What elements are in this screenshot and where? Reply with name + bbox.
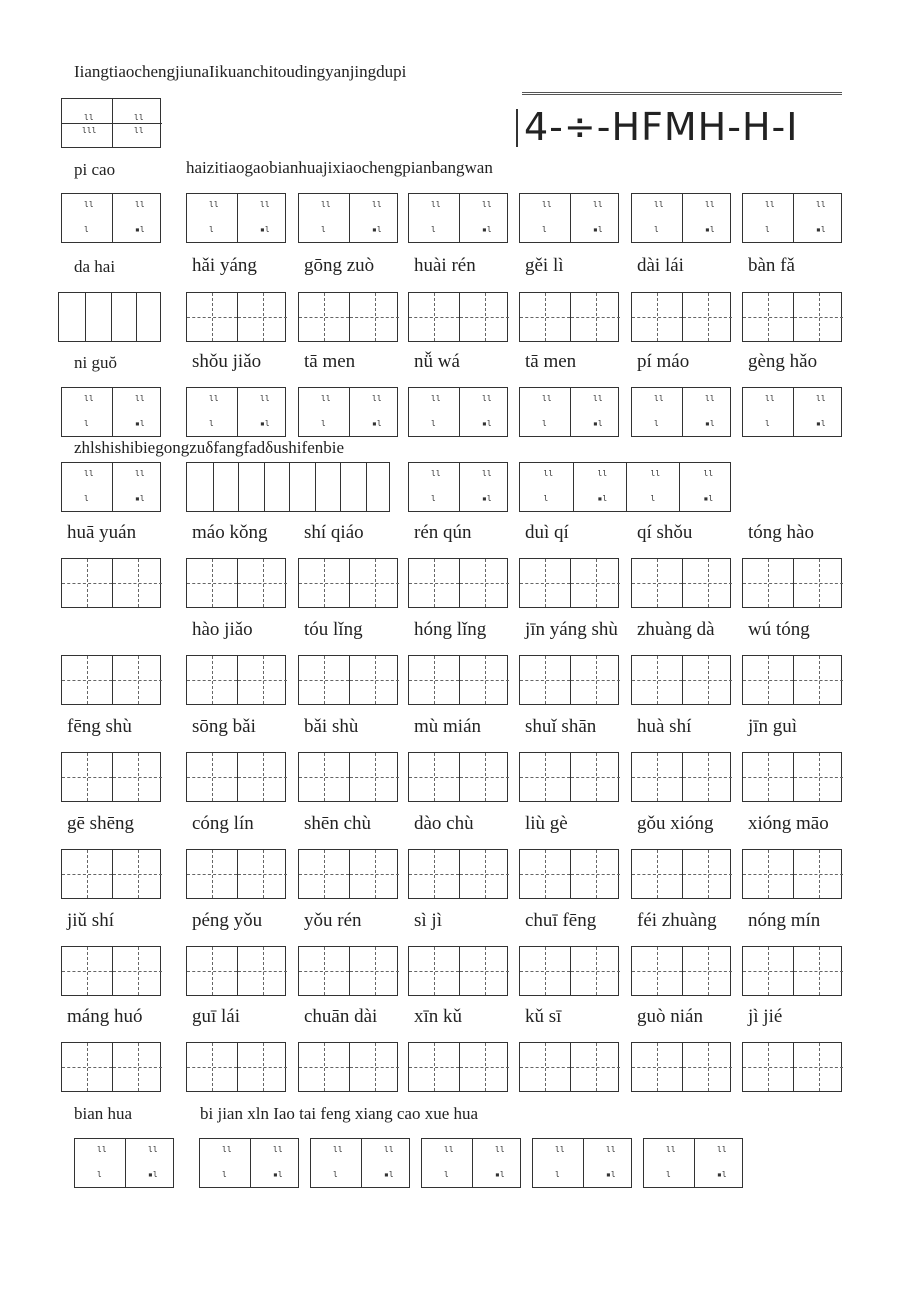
grid-cell — [340, 463, 366, 511]
writing-grid — [742, 946, 842, 996]
pinyin-word: gǒu xióng — [637, 813, 714, 834]
grid-cell — [682, 947, 732, 995]
grid-cell — [570, 947, 620, 995]
pinyin-word: nǚ wá — [414, 351, 460, 372]
grid-cell — [409, 753, 459, 801]
grid-cell — [520, 656, 570, 704]
pinyin-word: dào chù — [414, 813, 474, 834]
writing-grid — [186, 462, 390, 512]
writing-grid — [61, 193, 161, 243]
writing-grid — [186, 946, 286, 996]
pinyin-word: gěi lì — [525, 255, 564, 276]
grid-cell: ll ▪l — [682, 194, 732, 242]
grid-cell — [264, 463, 290, 511]
grid-cell — [793, 850, 843, 898]
grid-cell — [59, 293, 85, 341]
grid-cell — [409, 1043, 459, 1091]
grid-cell — [682, 1043, 732, 1091]
grid-cell: ll l — [209, 394, 219, 428]
writing-grid — [58, 292, 161, 342]
grid-cell: ll l — [666, 1145, 676, 1179]
grid-cell — [459, 293, 509, 341]
grid-cell — [743, 1043, 793, 1091]
big-heading-box — [522, 92, 842, 149]
grid-cell — [187, 850, 237, 898]
writing-grid — [631, 558, 731, 608]
pinyin-word: rén qún — [414, 522, 472, 543]
writing-grid — [186, 655, 286, 705]
writing-grid — [631, 292, 731, 342]
pinyin-word: jīn guì — [748, 716, 798, 737]
writing-grid — [519, 752, 619, 802]
grid-cell: ll ▪l — [237, 194, 287, 242]
grid-cell: ll l — [321, 200, 331, 234]
grid-cell: ll l — [209, 200, 219, 234]
writing-grid — [61, 946, 161, 996]
grid-cell — [632, 1043, 682, 1091]
writing-grid — [298, 558, 398, 608]
writing-grid — [742, 752, 842, 802]
grid-cell — [315, 463, 341, 511]
grid-cell: ll l — [333, 1145, 343, 1179]
pinyin-word: tóng hào — [748, 522, 814, 543]
writing-grid — [631, 752, 731, 802]
grid-cell — [299, 753, 349, 801]
label-row1-right: haizitiaogaobianhuajixiaochengpianbangwan — [186, 158, 493, 177]
grid-cell: ll ▪l — [349, 388, 399, 436]
writing-grid — [408, 558, 508, 608]
grid-cell — [632, 293, 682, 341]
pinyin-word: huà shí — [637, 716, 692, 737]
writing-grid — [742, 849, 842, 899]
grid-cell: ll l — [84, 394, 94, 428]
writing-grid — [298, 193, 398, 243]
grid-cell: ll ▪l — [250, 1139, 300, 1187]
writing-grid — [298, 387, 398, 437]
writing-grid — [742, 387, 842, 437]
label-row4: zhlshishibiegongzuδfangfadδushifenbie — [74, 438, 345, 457]
pinyin-word: fēng shù — [67, 716, 132, 737]
grid-cell: ll l — [654, 200, 664, 234]
pinyin-word: hǎi yáng — [192, 255, 257, 276]
writing-grid — [519, 946, 619, 996]
writing-grid — [631, 849, 731, 899]
writing-grid — [519, 292, 619, 342]
grid-cell — [349, 850, 399, 898]
pinyin-word: qí shǒu — [637, 522, 693, 543]
grid-cell — [366, 463, 392, 511]
grid-cell — [570, 850, 620, 898]
writing-grid — [519, 387, 619, 437]
pinyin-word: gē shēng — [67, 813, 135, 834]
grid-cell — [349, 947, 399, 995]
writing-grid — [408, 946, 508, 996]
grid-cell: ll l — [654, 394, 664, 428]
writing-grid — [631, 193, 731, 243]
grid-cell — [299, 559, 349, 607]
pinyin-word: mù mián — [414, 716, 482, 737]
grid-cell: ll ▪l — [459, 194, 509, 242]
pinyin-word: xīn kǔ — [414, 1006, 463, 1027]
writing-grid — [408, 462, 508, 512]
pinyin-word: guò nián — [637, 1006, 703, 1027]
pinyin-word: máng huó — [67, 1006, 143, 1027]
grid-cell — [743, 753, 793, 801]
grid-cell — [459, 656, 509, 704]
grid-cell — [409, 947, 459, 995]
grid-cell: ll l — [97, 1145, 107, 1179]
writing-grid — [298, 752, 398, 802]
pinyin-word: jiǔ shí — [67, 910, 114, 931]
grid-cell — [237, 947, 287, 995]
label-ni-guo: ni guŏ — [74, 353, 117, 372]
grid-cell — [520, 753, 570, 801]
grid-cell: ll ▪l — [125, 1139, 175, 1187]
grid-cell — [459, 850, 509, 898]
grid-cell: ll l — [542, 394, 552, 428]
pinyin-word: máo kǒng — [192, 522, 268, 543]
pinyin-word: huā yuán — [67, 522, 137, 543]
pinyin-word: féi zhuàng — [637, 910, 717, 931]
grid-cell: ll l — [765, 200, 775, 234]
writing-grid — [631, 1042, 731, 1092]
grid-cell — [632, 947, 682, 995]
grid-cell — [299, 850, 349, 898]
heading-bar — [516, 109, 518, 147]
grid-cell — [793, 293, 843, 341]
pinyin-word: zhuàng dà — [637, 619, 715, 640]
grid-cell — [187, 753, 237, 801]
grid-cell: ll ▪l — [570, 194, 620, 242]
grid-cell — [520, 947, 570, 995]
writing-grid — [199, 1138, 299, 1188]
writing-grid — [519, 193, 619, 243]
pinyin-word: nóng mín — [748, 910, 821, 931]
writing-grid — [186, 752, 286, 802]
writing-grid — [186, 292, 286, 342]
grid-cell — [349, 293, 399, 341]
pinyin-word: wú tóng — [748, 619, 810, 640]
grid-cell — [62, 947, 112, 995]
grid-cell — [299, 293, 349, 341]
grid-cell — [682, 559, 732, 607]
grid-cell — [570, 753, 620, 801]
grid-cell: ll l — [444, 1145, 454, 1179]
grid-cell: ll l — [555, 1145, 565, 1179]
grid-cell: ll ▪l — [361, 1139, 411, 1187]
writing-grid — [310, 1138, 410, 1188]
grid-cell — [237, 656, 287, 704]
grid-cell — [237, 559, 287, 607]
pinyin-word: duì qí — [525, 522, 569, 543]
writing-grid — [186, 849, 286, 899]
grid-cell — [793, 1043, 843, 1091]
grid-cell — [237, 1043, 287, 1091]
grid-cell — [743, 293, 793, 341]
pinyin-word: bǎi shù — [304, 716, 359, 737]
writing-grid — [519, 558, 619, 608]
grid-cell: ll l — [431, 469, 441, 503]
writing-grid — [74, 1138, 174, 1188]
grid-cell: ll l — [84, 200, 94, 234]
writing-grid — [742, 655, 842, 705]
grid-cell: ll l — [543, 469, 554, 503]
grid-cell: ll ▪l — [112, 194, 162, 242]
grid-cell — [85, 293, 111, 341]
grid-cell — [459, 947, 509, 995]
grid-cell — [112, 850, 162, 898]
grid-cell — [793, 753, 843, 801]
writing-grid — [643, 1138, 743, 1188]
grid-cell: ll ▪l — [570, 388, 620, 436]
grid-cell: ll l — [431, 200, 441, 234]
pinyin-word: chuān dài — [304, 1006, 378, 1027]
grid-cell — [459, 559, 509, 607]
pinyin-word: gèng hǎo — [748, 351, 818, 372]
writing-grid — [519, 849, 619, 899]
writing-grid — [532, 1138, 632, 1188]
grid-cell — [520, 1043, 570, 1091]
grid-cell — [570, 656, 620, 704]
writing-grid — [742, 1042, 842, 1092]
writing-grid — [298, 849, 398, 899]
grid-cell — [409, 850, 459, 898]
writing-grid — [742, 558, 842, 608]
writing-grid — [298, 655, 398, 705]
grid-cell: ll l — [84, 469, 94, 503]
writing-grid — [61, 387, 161, 437]
writing-grid — [408, 655, 508, 705]
grid-cell: ll l — [765, 394, 775, 428]
writing-grid — [408, 1042, 508, 1092]
grid-cell: ll ▪l — [237, 388, 287, 436]
writing-grid — [408, 849, 508, 899]
grid-cell — [62, 559, 112, 607]
grid-cell — [349, 559, 399, 607]
pinyin-word: hóng lǐng — [414, 619, 487, 640]
grid-cell: ll ▪l — [472, 1139, 522, 1187]
grid-cell: ll l — [321, 394, 331, 428]
writing-grid — [186, 387, 286, 437]
grid-cell — [187, 947, 237, 995]
pinyin-word: shí qiáo — [304, 522, 364, 543]
grid-cell — [237, 850, 287, 898]
pinyin-word: xióng māo — [748, 813, 829, 834]
grid-cell — [793, 559, 843, 607]
grid-cell — [187, 1043, 237, 1091]
writing-grid — [61, 462, 161, 512]
grid-cell — [409, 656, 459, 704]
pinyin-word: huài rén — [414, 255, 476, 276]
writing-grid — [61, 752, 161, 802]
pinyin-word: tóu lǐng — [304, 619, 363, 640]
pinyin-word: pí máo — [637, 351, 690, 372]
writing-grid — [631, 387, 731, 437]
writing-grid — [421, 1138, 521, 1188]
writing-grid — [742, 292, 842, 342]
grid-cell — [213, 463, 239, 511]
grid-cell: ll ▪l — [573, 463, 626, 511]
writing-grid — [519, 462, 731, 512]
writing-grid — [519, 1042, 619, 1092]
pinyin-word: kǔ sī — [525, 1006, 562, 1027]
grid-cell: ll ▪l — [583, 1139, 633, 1187]
pinyin-word: guī lái — [192, 1006, 241, 1027]
writing-grid — [298, 946, 398, 996]
grid-cell: ll l — [542, 200, 552, 234]
writing-grid — [408, 292, 508, 342]
pinyin-word: sì jì — [414, 910, 442, 931]
pinyin-word: tā men — [525, 351, 577, 372]
grid-cell: ll l — [626, 463, 679, 511]
pinyin-word: shǒu jiǎo — [192, 351, 262, 372]
writing-grid — [631, 655, 731, 705]
grid-cell — [682, 753, 732, 801]
writing-grid — [186, 193, 286, 243]
label-bian-hua: bian hua — [74, 1104, 133, 1123]
grid-cell: ll l — [431, 394, 441, 428]
writing-grid — [61, 558, 161, 608]
grid-cell — [112, 947, 162, 995]
grid-cell — [187, 463, 213, 511]
pinyin-word: liù gè — [525, 813, 568, 834]
writing-grid — [61, 849, 161, 899]
grid-cell — [349, 656, 399, 704]
grid-cell — [349, 1043, 399, 1091]
grid-cell: ll ▪l — [459, 388, 509, 436]
grid-cell: ll ▪l — [459, 463, 509, 511]
writing-grid — [408, 752, 508, 802]
grid-cell — [632, 656, 682, 704]
grid-cell — [237, 753, 287, 801]
pinyin-word: chuī fēng — [525, 910, 597, 931]
grid-cell: ll ▪l — [349, 194, 399, 242]
label-row11-right: bi jian xln Iao tai feng xiang cao xue hua — [200, 1104, 479, 1123]
pinyin-word: shuǐ shān — [525, 716, 597, 737]
label-pi-cao: pi cao — [74, 160, 116, 179]
grid-cell: ll ▪l — [679, 463, 732, 511]
grid-cell: ll l — [222, 1145, 232, 1179]
grid-cell — [62, 753, 112, 801]
writing-grid — [631, 946, 731, 996]
grid-cell — [299, 1043, 349, 1091]
grid-cell — [570, 1043, 620, 1091]
grid-cell: ll ▪l — [682, 388, 732, 436]
writing-grid — [61, 1042, 161, 1092]
grid-cell — [187, 293, 237, 341]
grid-cell — [112, 753, 162, 801]
grid-cell — [187, 559, 237, 607]
writing-grid — [408, 193, 508, 243]
grid-cell — [632, 559, 682, 607]
grid-cell — [136, 293, 162, 341]
grid-cell — [299, 656, 349, 704]
grid-cell: ll ▪l — [112, 388, 162, 436]
grid-cell — [632, 753, 682, 801]
grid-cell — [793, 656, 843, 704]
grid-cell — [520, 293, 570, 341]
writing-grid — [186, 1042, 286, 1092]
header-title-line: IiangtiaochengjiunaIikuanchitoudingyanjingdupi — [74, 62, 407, 81]
pinyin-word: péng yǒu — [192, 910, 263, 931]
pinyin-word: bàn fǎ — [748, 255, 795, 276]
grid-cell — [570, 559, 620, 607]
pinyin-word: sōng bǎi — [192, 716, 256, 737]
grid-cell — [459, 1043, 509, 1091]
writing-grid — [742, 193, 842, 243]
grid-cell — [632, 850, 682, 898]
grid-cell — [520, 559, 570, 607]
grid-cell — [743, 559, 793, 607]
grid-cell — [62, 850, 112, 898]
grid-cell — [237, 293, 287, 341]
grid-cell — [459, 753, 509, 801]
grid-cell — [111, 293, 137, 341]
grid-cell — [349, 753, 399, 801]
pinyin-word: yǒu rén — [304, 910, 362, 931]
grid-cell — [682, 850, 732, 898]
grid-cell: ll ▪l — [112, 463, 162, 511]
writing-grid — [408, 387, 508, 437]
pinyin-word: dài lái — [637, 255, 684, 276]
grid-cell — [112, 559, 162, 607]
grid-cell — [520, 850, 570, 898]
grid-cell — [62, 1043, 112, 1091]
grid-cell — [62, 656, 112, 704]
grid-cell — [112, 1043, 162, 1091]
writing-grid — [186, 558, 286, 608]
grid-cell — [409, 559, 459, 607]
pinyin-word: shēn chù — [304, 813, 372, 834]
grid-cell — [409, 293, 459, 341]
grid-cell — [299, 947, 349, 995]
grid-cell — [743, 656, 793, 704]
writing-grid: ll lll ll ll — [61, 98, 161, 148]
writing-grid — [298, 292, 398, 342]
writing-grid — [298, 1042, 398, 1092]
grid-cell — [743, 850, 793, 898]
grid-cell — [238, 463, 264, 511]
pinyin-word: hào jiǎo — [192, 619, 253, 640]
grid-cell — [682, 656, 732, 704]
writing-grid — [519, 655, 619, 705]
grid-cell — [289, 463, 315, 511]
label-da-hai: da hai — [74, 257, 116, 276]
grid-cell — [187, 656, 237, 704]
grid-cell — [793, 947, 843, 995]
grid-cell: ll ▪l — [694, 1139, 744, 1187]
grid-cell — [112, 656, 162, 704]
pinyin-word: jīn yáng shù — [525, 619, 618, 640]
pinyin-word: jì jié — [748, 1006, 783, 1027]
pinyin-word: cóng lín — [192, 813, 254, 834]
grid-cell — [743, 947, 793, 995]
grid-cell — [682, 293, 732, 341]
grid-cell — [570, 293, 620, 341]
writing-grid — [61, 655, 161, 705]
grid-cell: ll ▪l — [793, 388, 843, 436]
big-heading: 4-÷-HFMH-H-I — [524, 105, 799, 149]
grid-cell: ll ▪l — [793, 194, 843, 242]
pinyin-word: tā men — [304, 351, 356, 372]
pinyin-word: gōng zuò — [304, 255, 375, 276]
